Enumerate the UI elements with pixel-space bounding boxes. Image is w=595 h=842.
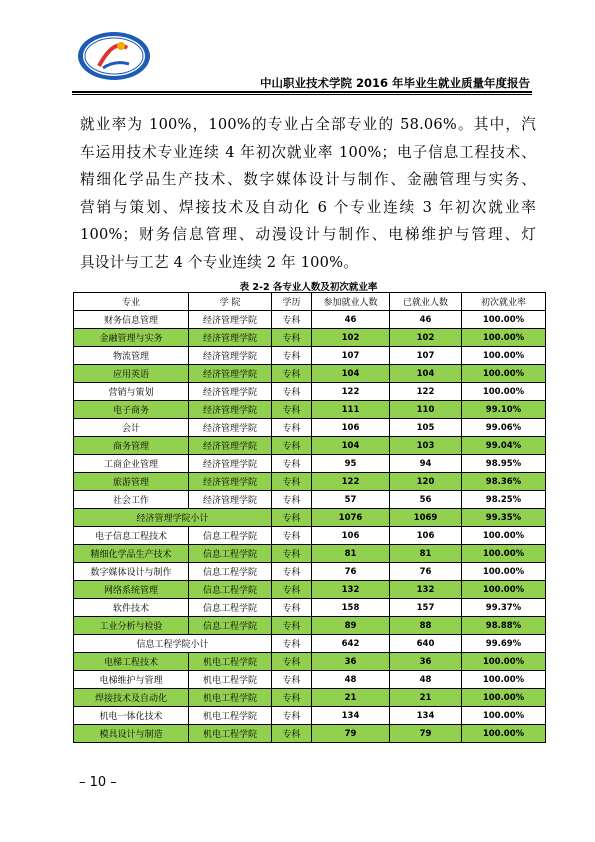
rate-cell: 100.00% — [462, 707, 546, 725]
college-cell: 经济管理学院 — [189, 455, 272, 473]
major-cell: 电梯工程技术 — [74, 653, 189, 671]
level-cell: 专科 — [272, 455, 312, 473]
rate-cell: 100.00% — [462, 725, 546, 743]
major-cell: 焊接技术及自动化 — [74, 689, 189, 707]
college-cell: 机电工程学院 — [189, 689, 272, 707]
page-number: – 10 – — [79, 775, 117, 790]
college-cell: 经济管理学院 — [189, 419, 272, 437]
rate-cell: 100.00% — [462, 365, 546, 383]
rate-cell: 98.88% — [462, 617, 546, 635]
level-cell: 专科 — [272, 635, 312, 653]
college-cell: 经济管理学院 — [189, 473, 272, 491]
table-row — [74, 527, 546, 545]
body-line: 车运用技术专业连续 4 年初次就业率 100%；电子信息工程技术、 — [80, 143, 536, 161]
college-cell: 经济管理学院 — [189, 401, 272, 419]
table-row — [74, 347, 546, 365]
rate-cell: 99.69% — [462, 635, 546, 653]
participants-cell: 95 — [312, 455, 390, 473]
major-cell: 工商企业管理 — [74, 455, 189, 473]
level-cell: 专科 — [272, 437, 312, 455]
employed-cell: 110 — [390, 401, 462, 419]
employed-cell: 120 — [390, 473, 462, 491]
major-cell: 数字媒体设计与制作 — [74, 563, 189, 581]
employed-cell: 104 — [390, 365, 462, 383]
participants-cell: 111 — [312, 401, 390, 419]
employed-cell: 81 — [390, 545, 462, 563]
employed-cell: 105 — [390, 419, 462, 437]
subtotal-label: 经济管理学院小计 — [74, 509, 272, 527]
participants-cell: 158 — [312, 599, 390, 617]
table-row — [74, 725, 546, 743]
participants-cell: 104 — [312, 365, 390, 383]
rate-cell: 99.37% — [462, 599, 546, 617]
employed-cell: 122 — [390, 383, 462, 401]
college-cell: 经济管理学院 — [189, 347, 272, 365]
table-row — [74, 473, 546, 491]
major-cell: 模具设计与制造 — [74, 725, 189, 743]
major-cell: 营销与策划 — [74, 383, 189, 401]
participants-cell: 122 — [312, 473, 390, 491]
participants-cell: 76 — [312, 563, 390, 581]
level-cell: 专科 — [272, 563, 312, 581]
employed-cell: 56 — [390, 491, 462, 509]
table-row — [74, 455, 546, 473]
body-line: 精细化学品生产技术、数字媒体设计与制作、金融管理与实务、 — [80, 171, 536, 189]
participants-cell: 106 — [312, 419, 390, 437]
major-cell: 旅游管理 — [74, 473, 189, 491]
body-line: 就业率为 100%，100%的专业占全部专业的 58.06%。其中，汽 — [80, 116, 536, 133]
level-cell: 专科 — [272, 401, 312, 419]
employed-cell: 48 — [390, 671, 462, 689]
table-caption: 表 2-2 各专业人数及初次就业率 — [239, 282, 378, 293]
college-cell: 信息工程学院 — [189, 527, 272, 545]
employed-cell: 76 — [390, 563, 462, 581]
rate-cell: 100.00% — [462, 347, 546, 365]
level-cell: 专科 — [272, 581, 312, 599]
level-cell: 专科 — [272, 707, 312, 725]
level-cell: 专科 — [272, 491, 312, 509]
level-cell: 专科 — [272, 689, 312, 707]
employed-cell: 134 — [390, 707, 462, 725]
college-cell: 信息工程学院 — [189, 581, 272, 599]
table-row — [74, 401, 546, 419]
major-cell: 财务信息管理 — [74, 311, 189, 329]
participants-cell: 81 — [312, 545, 390, 563]
participants-cell: 134 — [312, 707, 390, 725]
table-row — [74, 617, 546, 635]
table-header-row — [74, 293, 546, 311]
rate-cell: 99.35% — [462, 509, 546, 527]
rate-cell: 100.00% — [462, 545, 546, 563]
participants-cell: 57 — [312, 491, 390, 509]
table-row — [74, 581, 546, 599]
body-paragraph — [80, 111, 536, 277]
participants-cell: 46 — [312, 311, 390, 329]
level-cell: 专科 — [272, 419, 312, 437]
participants-cell: 36 — [312, 653, 390, 671]
employed-cell: 102 — [390, 329, 462, 347]
header-rule-thin — [72, 94, 532, 95]
table-row — [74, 671, 546, 689]
column-header-participants: 参加就业人数 — [312, 293, 390, 311]
header-rule — [72, 91, 532, 93]
college-cell: 经济管理学院 — [189, 491, 272, 509]
table-row — [74, 437, 546, 455]
employed-cell: 132 — [390, 581, 462, 599]
employed-cell: 157 — [390, 599, 462, 617]
employment-rate-table — [73, 292, 546, 743]
college-cell: 经济管理学院 — [189, 329, 272, 347]
document-header-title: 中山职业技术学院 2016 年毕业生就业质量年度报告 — [259, 76, 530, 90]
table-row — [74, 653, 546, 671]
subtotal-label: 信息工程学院小计 — [74, 635, 272, 653]
major-cell: 物流管理 — [74, 347, 189, 365]
employed-cell: 1069 — [390, 509, 462, 527]
table-row — [74, 311, 546, 329]
level-cell: 专科 — [272, 311, 312, 329]
college-cell: 机电工程学院 — [189, 671, 272, 689]
rate-cell: 99.06% — [462, 419, 546, 437]
column-header-major: 专业 — [74, 293, 189, 311]
rate-cell: 98.25% — [462, 491, 546, 509]
column-header-level: 学历 — [272, 293, 312, 311]
participants-cell: 21 — [312, 689, 390, 707]
major-cell: 机电一体化技术 — [74, 707, 189, 725]
body-line: 具设计与工艺 4 个专业连续 2 年 100%。 — [80, 253, 359, 271]
major-cell: 商务管理 — [74, 437, 189, 455]
participants-cell: 642 — [312, 635, 390, 653]
employed-cell: 107 — [390, 347, 462, 365]
employed-cell: 46 — [390, 311, 462, 329]
college-cell: 信息工程学院 — [189, 617, 272, 635]
college-cell: 经济管理学院 — [189, 311, 272, 329]
level-cell: 专科 — [272, 383, 312, 401]
rate-cell: 100.00% — [462, 383, 546, 401]
participants-cell: 1076 — [312, 509, 390, 527]
rate-cell: 98.95% — [462, 455, 546, 473]
employed-cell: 21 — [390, 689, 462, 707]
level-cell: 专科 — [272, 653, 312, 671]
table-row — [74, 383, 546, 401]
level-cell: 专科 — [272, 599, 312, 617]
college-cell: 机电工程学院 — [189, 725, 272, 743]
participants-cell: 106 — [312, 527, 390, 545]
major-cell: 软件技术 — [74, 599, 189, 617]
employed-cell: 106 — [390, 527, 462, 545]
college-cell: 信息工程学院 — [189, 545, 272, 563]
column-header-employed: 已就业人数 — [390, 293, 462, 311]
college-cell: 经济管理学院 — [189, 383, 272, 401]
major-cell: 电子商务 — [74, 401, 189, 419]
level-cell: 专科 — [272, 473, 312, 491]
table-row — [74, 563, 546, 581]
college-cell: 经济管理学院 — [189, 437, 272, 455]
major-cell: 精细化学品生产技术 — [74, 545, 189, 563]
rate-cell: 100.00% — [462, 563, 546, 581]
rate-cell: 99.04% — [462, 437, 546, 455]
level-cell: 专科 — [272, 329, 312, 347]
participants-cell: 104 — [312, 437, 390, 455]
major-cell: 应用英语 — [74, 365, 189, 383]
participants-cell: 89 — [312, 617, 390, 635]
rate-cell: 100.00% — [462, 581, 546, 599]
employed-cell: 36 — [390, 653, 462, 671]
employed-cell: 640 — [390, 635, 462, 653]
level-cell: 专科 — [272, 509, 312, 527]
college-cell: 信息工程学院 — [189, 599, 272, 617]
rate-cell: 100.00% — [462, 653, 546, 671]
body-line: 营销与策划、焊接技术及自动化 6 个专业连续 3 年初次就业率 — [80, 198, 536, 216]
rate-cell: 100.00% — [462, 671, 546, 689]
participants-cell: 102 — [312, 329, 390, 347]
table-row — [74, 365, 546, 383]
participants-cell: 48 — [312, 671, 390, 689]
rate-cell: 100.00% — [462, 311, 546, 329]
table-row — [74, 419, 546, 437]
participants-cell: 132 — [312, 581, 390, 599]
table-subtotal-row — [74, 635, 546, 653]
major-cell: 会计 — [74, 419, 189, 437]
rate-cell: 99.10% — [462, 401, 546, 419]
level-cell: 专科 — [272, 545, 312, 563]
participants-cell: 107 — [312, 347, 390, 365]
rate-cell: 100.00% — [462, 527, 546, 545]
table-subtotal-row — [74, 509, 546, 527]
column-header-college: 学 院 — [189, 293, 272, 311]
rate-cell: 100.00% — [462, 689, 546, 707]
major-cell: 电梯维护与管理 — [74, 671, 189, 689]
rate-cell: 98.36% — [462, 473, 546, 491]
employed-cell: 79 — [390, 725, 462, 743]
employed-cell: 94 — [390, 455, 462, 473]
body-line: 100%；财务信息管理、动漫设计与制作、电梯维护与管理、灯 — [80, 226, 536, 244]
level-cell: 专科 — [272, 725, 312, 743]
participants-cell: 79 — [312, 725, 390, 743]
major-cell: 工业分析与检验 — [74, 617, 189, 635]
level-cell: 专科 — [272, 527, 312, 545]
table-row — [74, 329, 546, 347]
rate-cell: 100.00% — [462, 329, 546, 347]
table-row — [74, 545, 546, 563]
major-cell: 社会工作 — [74, 491, 189, 509]
level-cell: 专科 — [272, 347, 312, 365]
table-row — [74, 491, 546, 509]
level-cell: 专科 — [272, 671, 312, 689]
participants-cell: 122 — [312, 383, 390, 401]
major-cell: 网络系统管理 — [74, 581, 189, 599]
college-cell: 机电工程学院 — [189, 653, 272, 671]
column-header-rate: 初次就业率 — [462, 293, 546, 311]
college-cell: 机电工程学院 — [189, 707, 272, 725]
table-row — [74, 599, 546, 617]
college-cell: 信息工程学院 — [189, 563, 272, 581]
table-row — [74, 707, 546, 725]
level-cell: 专科 — [272, 365, 312, 383]
table-row — [74, 689, 546, 707]
employed-cell: 88 — [390, 617, 462, 635]
major-cell: 金融管理与实务 — [74, 329, 189, 347]
college-cell: 经济管理学院 — [189, 365, 272, 383]
major-cell: 电子信息工程技术 — [74, 527, 189, 545]
employed-cell: 103 — [390, 437, 462, 455]
level-cell: 专科 — [272, 617, 312, 635]
